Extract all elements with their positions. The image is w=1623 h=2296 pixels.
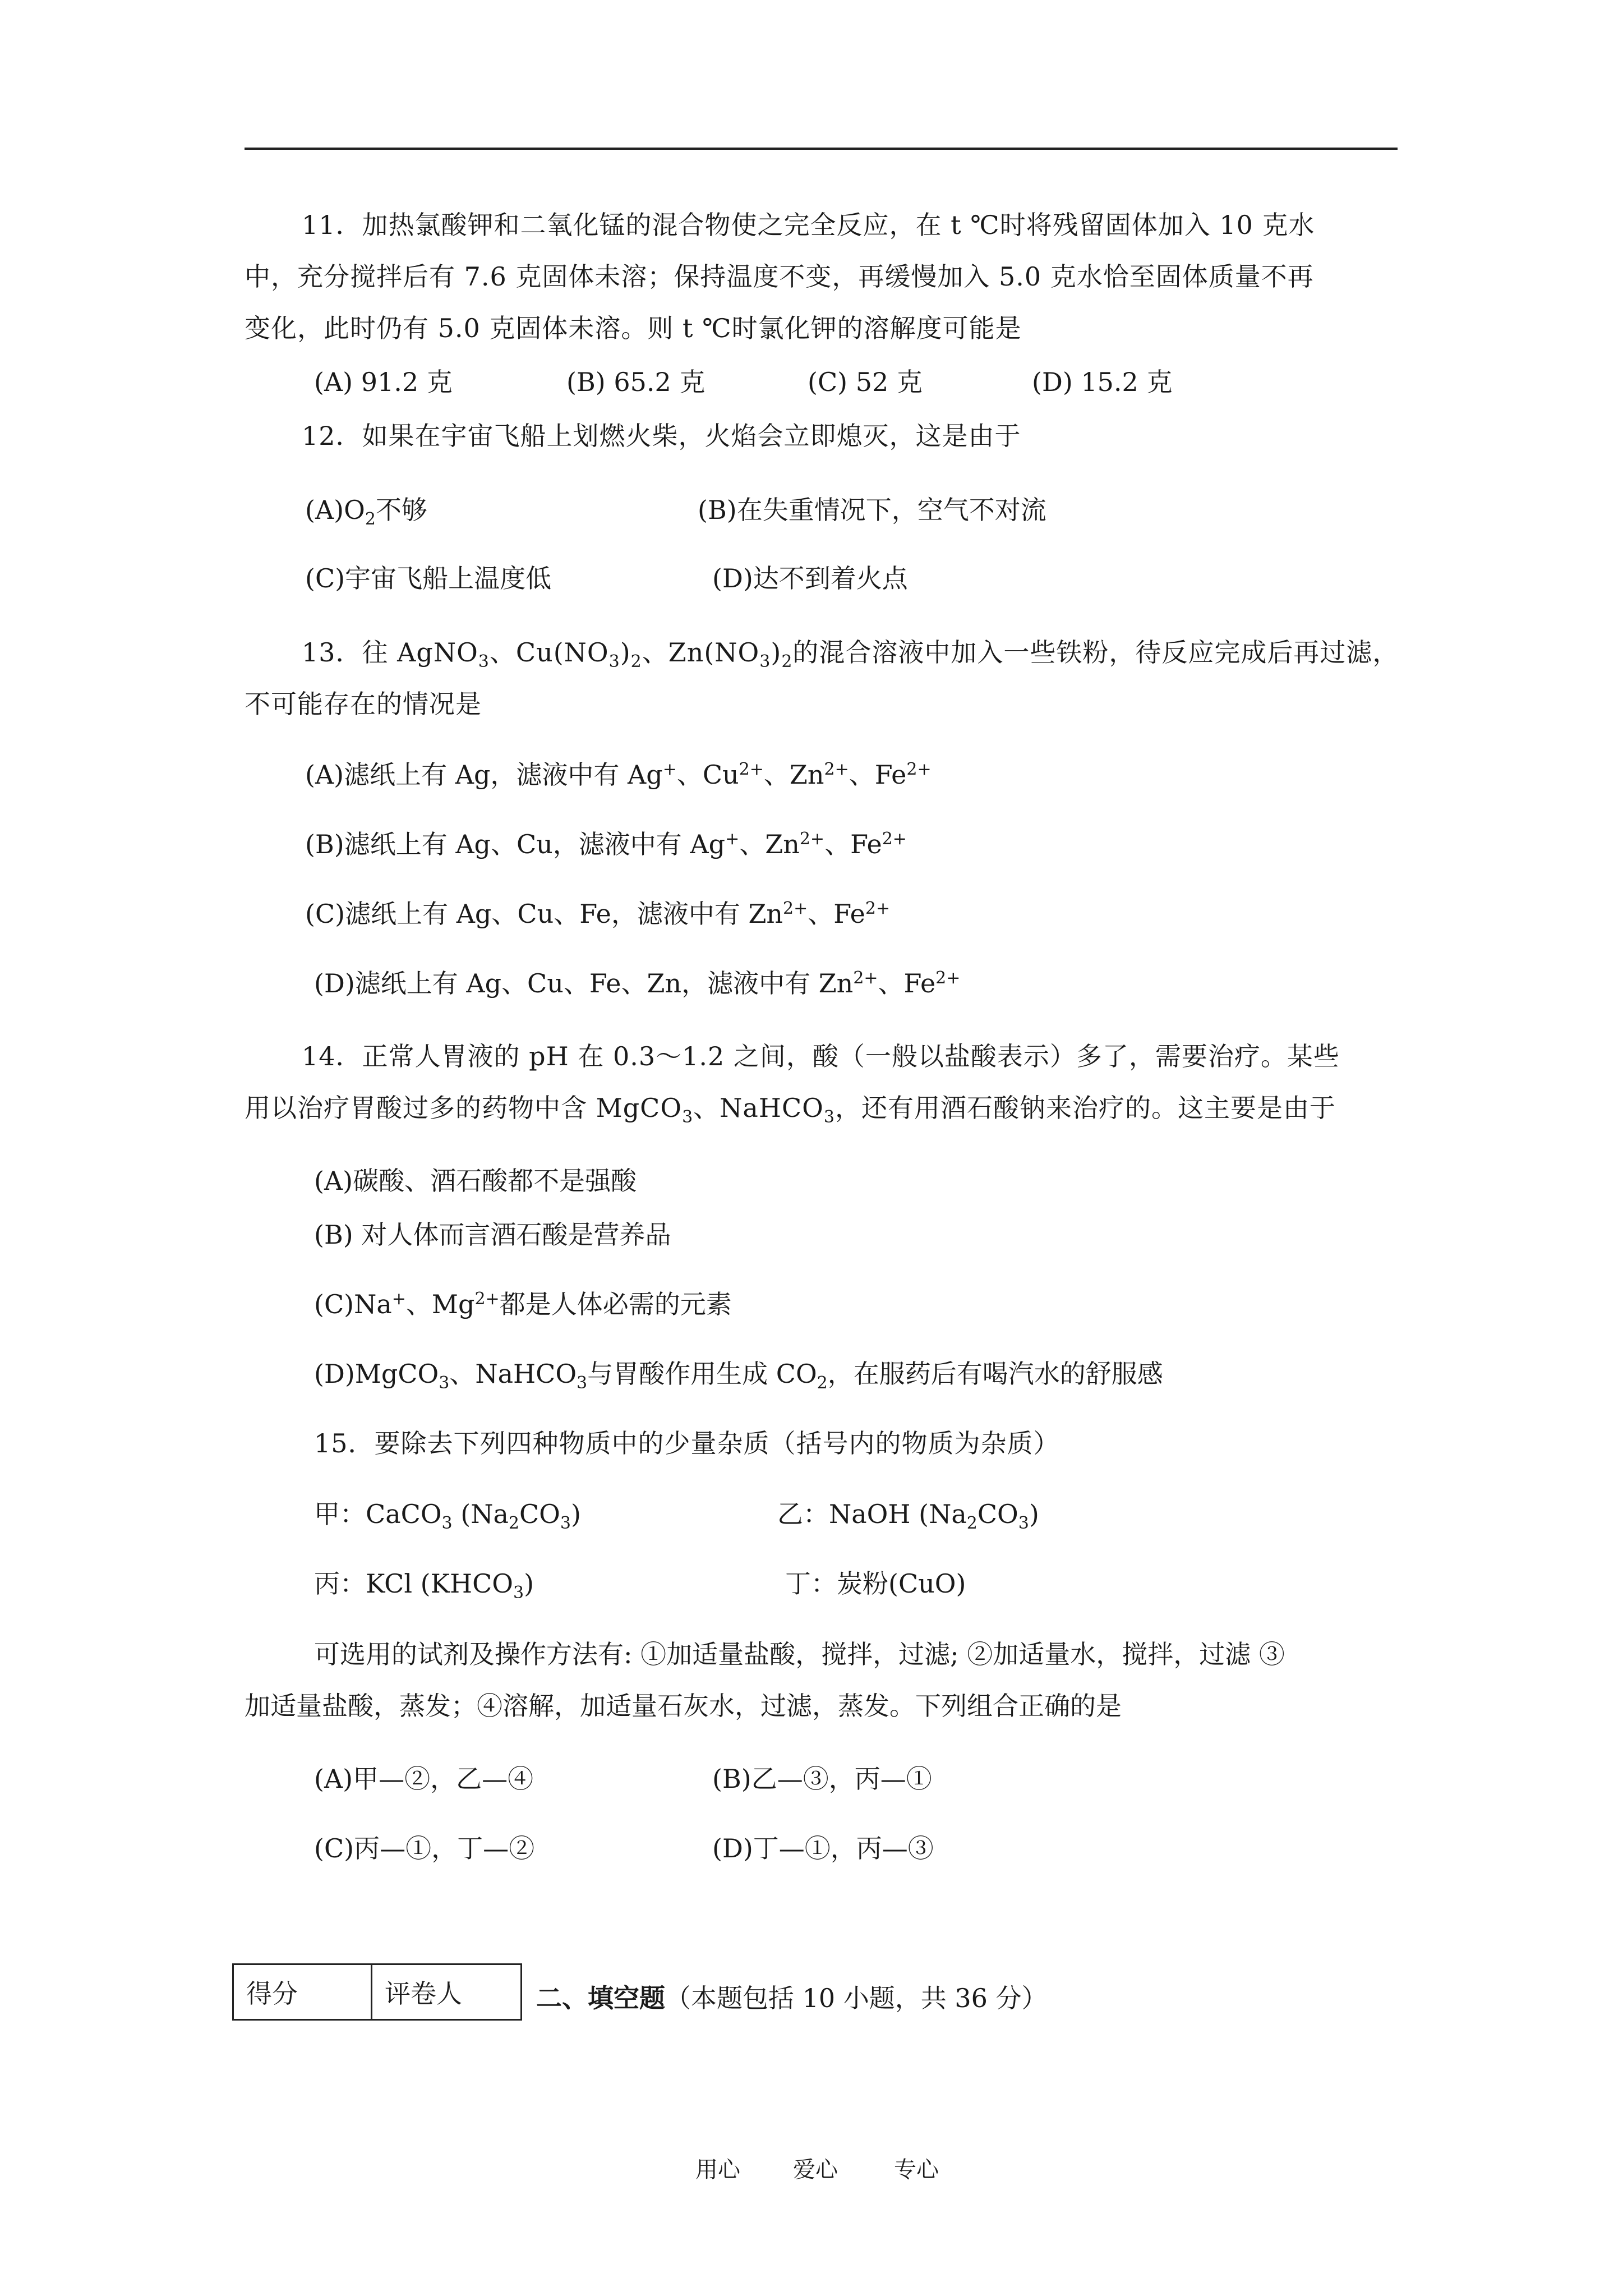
score-table (232, 1963, 522, 2021)
q12-option-c: (C)宇宙飞船上温度低 (305, 563, 552, 593)
score-cell: 得分 (233, 1964, 372, 2020)
q11-line-3: 变化，此时仍有 5.0 克固体未溶。则 t ℃时氯化钾的溶解度可能是 (245, 313, 1022, 343)
grader-cell: 评卷人 (372, 1964, 522, 2020)
q15-item-bing: 丙：KCl $(KHCO_3)$ (314, 1568, 534, 1603)
q15-option-c: (C)丙—①，丁—② (314, 1833, 535, 1864)
section-title: 二、填空题 (536, 1983, 665, 2013)
q14-line-2: 用以治疗胃酸过多的药物中含 MgCO$_3$、NaHCO$_3$，还有用酒石酸钠来治疗的。这主要是由于 (245, 1093, 1336, 1127)
q12-stem: 12．如果在宇宙飞船上划燃火柴，火焰会立即熄灭，这是由于 (302, 421, 1021, 451)
q13-option-d: (D)滤纸上有 Ag、Cu、Fe、Zn，滤液中有 $Zn^{2+}$、$Fe^{2+}$ (314, 968, 961, 999)
footer-word-3: 专心 (894, 2157, 939, 2183)
q11-option-b: (B) 65.2 克 (566, 367, 706, 397)
q11-option-d: (D) 15.2 克 (1032, 367, 1173, 397)
q13-line-2: 不可能存在的情况是 (245, 689, 482, 719)
q13-option-a: (A)滤纸上有 Ag，滤液中有 Ag+、$Cu^{2+}$、$Zn^{2+}$、$Fe^{2+}$ (305, 760, 932, 790)
q13-line-1: 13．往 AgNO$_3$、$Cu(NO_3)_2$、$Zn(NO_3)_2$的混合溶液中加入一些铁粉，待反应完成后再过滤， (302, 637, 1399, 671)
q15-methods-line-1: 可选用的试剂及操作方法有: ①加适量盐酸，搅拌，过滤; ②加适量水，搅拌，过滤 ③ (314, 1639, 1285, 1669)
q15-item-ding: 丁：炭粉(CuO) (785, 1568, 966, 1599)
q15-option-b: (B)乙—③，丙—① (712, 1764, 932, 1794)
section-note: （本题包括 10 小题，共 36 分） (665, 1983, 1048, 2013)
q14-option-c: (C)Na+、$Mg^{2+}$都是人体必需的元素 (314, 1289, 732, 1319)
q13-option-b: (B)滤纸上有 Ag、Cu，滤液中有 Ag+、$Zn^{2+}$、$Fe^{2+}$ (305, 829, 907, 859)
q14-line-1: 14．正常人胃液的 pH 在 0.3～1.2 之间，酸（一般以盐酸表示）多了，需要治疗。某些 (302, 1041, 1340, 1071)
q12-option-a: $(A)O_2$不够 (305, 495, 427, 529)
q15-item-yi: 乙：NaOH $(Na_2CO_3)$ (777, 1499, 1039, 1533)
footer-word-2: 爱心 (793, 2157, 838, 2183)
q12-option-d: (D)达不到着火点 (712, 563, 908, 593)
q15-methods-line-2: 加适量盐酸，蒸发；④溶解，加适量石灰水，过滤，蒸发。下列组合正确的是 (245, 1691, 1122, 1721)
q13-option-c: (C)滤纸上有 Ag、Cu、Fe，滤液中有 $Zn^{2+}$、$Fe^{2+}$ (305, 899, 891, 929)
section-heading (536, 1978, 1048, 2015)
q15-option-a: (A)甲—②，乙—④ (314, 1764, 534, 1794)
q15-stem: 15．要除去下列四种物质中的少量杂质（括号内的物质为杂质） (314, 1428, 1060, 1458)
q11-line-2: 中，充分搅拌后有 7.6 克固体未溶；保持温度不变，再缓慢加入 5.0 克水恰至固体质量不再 (245, 261, 1314, 292)
q15-option-d: (D)丁—①，丙—③ (712, 1833, 934, 1864)
q14-option-a: (A)碳酸、酒石酸都不是强酸 (314, 1166, 637, 1196)
q14-option-d: (D)MgCO$_3$、NaHCO$_3$与胃酸作用生成 $CO_2$，在服药后有喝汽水的舒服感 (314, 1359, 1163, 1393)
q11-option-c: (C) 52 克 (808, 367, 923, 397)
q15-item-jia: 甲：CaCO$_3$ $(Na_2CO_3)$ (314, 1499, 581, 1533)
footer-word-1: 用心 (695, 2157, 740, 2183)
q14-option-b: (B) 对人体而言酒石酸是营养品 (314, 1220, 671, 1250)
header-rule (245, 148, 1398, 150)
q11-line-1: 11．加热氯酸钾和二氧化锰的混合物使之完全反应，在 t ℃时将残留固体加入 10 克水 (302, 210, 1315, 240)
q12-option-b: (B)在失重情况下，空气不对流 (698, 495, 1046, 525)
q11-option-a: (A) 91.2 克 (314, 367, 453, 397)
